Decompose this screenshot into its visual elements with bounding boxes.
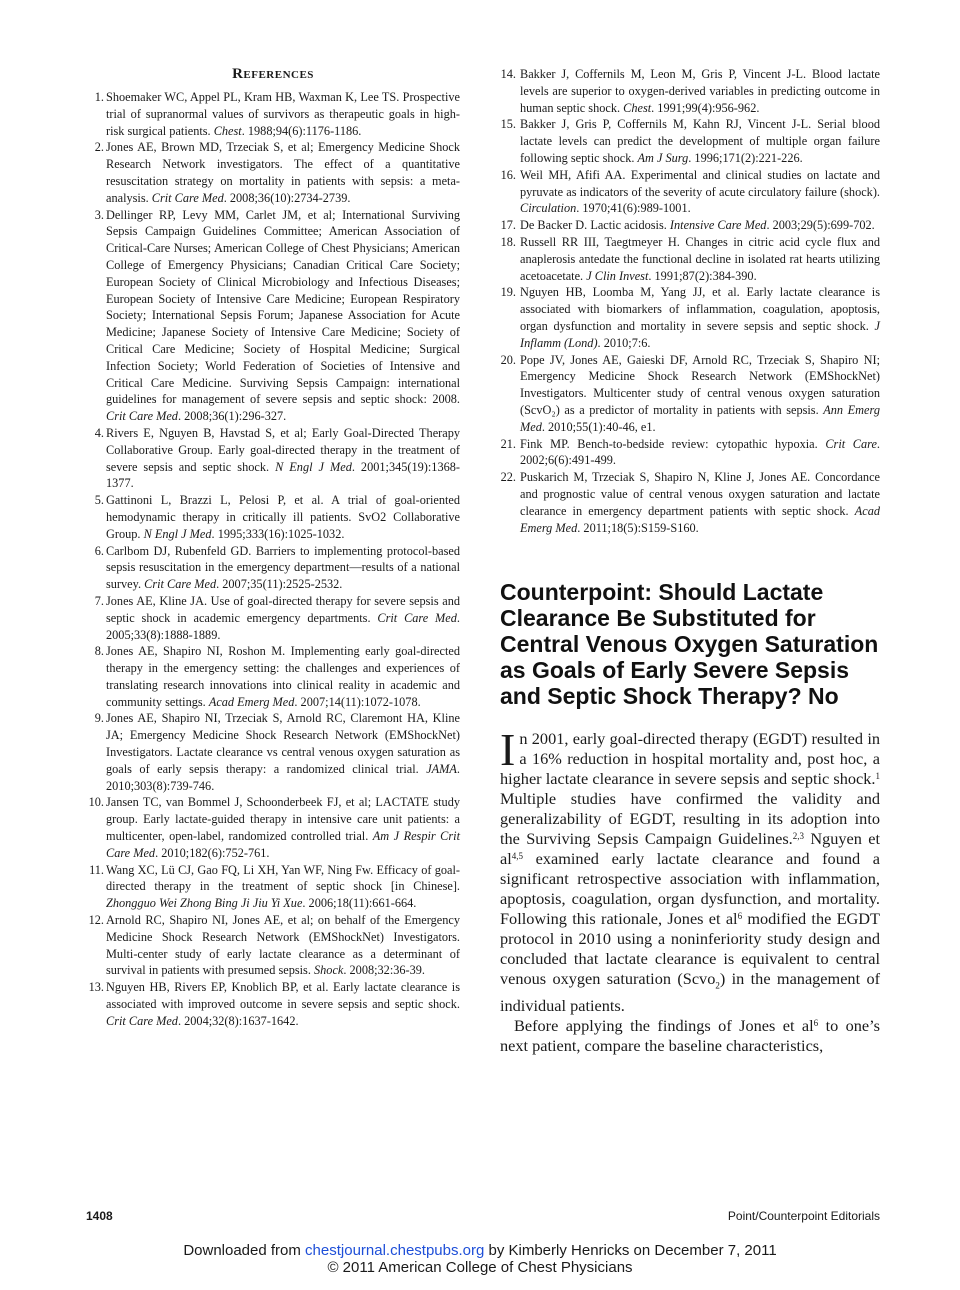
reference-item: [500, 234, 880, 284]
reference-citation: . 2004;32(8):1637-1642.: [177, 1013, 299, 1028]
reference-citation: . 2010;7:6.: [597, 335, 651, 350]
citation[interactable]: 4,5: [511, 851, 523, 862]
reference-item: [86, 794, 460, 861]
article-paragraph-2: Before applying the findings of Jones et $al^6$ to one’s next patient, compare the baseline characteristics,: [500, 1015, 881, 1055]
reference-journal: Chest: [213, 123, 242, 138]
reference-number: 20 .: [496, 352, 516, 369]
reference-citation: . 2008;32:36-39.: [343, 963, 426, 978]
reference-list: [86, 89, 460, 1030]
citation[interactable]: 2,3: [792, 831, 804, 842]
reference-text: Nguyen HB, Rivers EP, Knoblich BP, et al. Early lactate clearance is associated with improved outcome in severe sepsis and septic shock.: [106, 980, 460, 1012]
reference-citation: . 2010;55(1):40-46, e1.: [541, 419, 656, 434]
reference-text: Russell RR III, Taegtmeyer H. Changes in citric acid cycle flux and anaplerosis antedate the functional decline in isolated rat hearts utilizing acetoacetate.: [520, 234, 880, 283]
reference-number: 18 .: [496, 234, 516, 251]
reference-journal: JAMA: [426, 761, 457, 776]
reference-journal: Acad Emerg Med: [520, 503, 880, 535]
reference-journal: Chest: [623, 100, 652, 115]
reference-journal: Crit Care Med: [377, 610, 457, 625]
reference-citation: . 2007;14(11):1072-1078.: [294, 694, 421, 709]
reference-text: Jones AE, Brown MD, Trzeciak S, et al; Emergency Medicine Shock Research Network investigators. The effect of a quantitative resuscitation strategy on mortality in patients with sepsis: a meta-analysis.: [106, 140, 460, 205]
reference-citation: . 2001;345(19):1368-1377.: [106, 459, 460, 491]
reference-number: 9 .: [84, 710, 104, 727]
reference-journal: Crit Care Med: [106, 1013, 178, 1028]
reference-item: [86, 643, 460, 710]
reference-journal: Acad Emerg Med: [208, 694, 295, 709]
reference-item: [86, 710, 460, 794]
reference-item: [500, 116, 880, 166]
reference-number: 15 .: [496, 116, 516, 133]
reference-text: Jansen TC, van Bommel J, Schoonderbeek FJ, et al; LACTATE study group. Early lactate-guided therapy in intensive care unit patients: a multicenter, open-label, randomized controlled trial.: [106, 795, 460, 844]
reference-text: Jones AE, Kline JA. Use of goal-directed therapy for severe sepsis and septic shock in academic emergency departments.: [106, 593, 460, 625]
reference-number: 10 .: [84, 794, 104, 811]
reference-text: Puskarich M, Trzeciak S, Shapiro N, Kline J, Jones AE. Concordance and prognostic value of central venous oxygen saturation and lactate clearance in emergency department patients with septic shock.: [520, 470, 880, 518]
reference-item: [86, 89, 460, 139]
reference-item: [500, 352, 880, 436]
reference-number: 17 .: [496, 217, 516, 234]
reference-citation: . 2010;182(6):752-761.: [155, 845, 270, 860]
reference-item: [500, 469, 880, 536]
reference-journal: Crit Care Med: [144, 577, 217, 592]
reference-text: Rivers E, Nguyen B, Havstad S, et al; Early Goal-Directed Therapy Collaborative Group. Early goal-directed therapy in the treatment of severe sepsis and septic shock.: [106, 425, 460, 474]
reference-text: Wang XC, Lü CJ, Gao FQ, Li XH, Yan WF, Ning Fw. Efficacy of goal-directed therapy in the treatment of septic shock [in Chinese].: [106, 862, 460, 894]
reference-number: 7 .: [84, 593, 104, 610]
journal-link[interactable]: chestjournal.chestpubs.org: [305, 1242, 485, 1259]
reference-journal: N Engl J Med: [143, 526, 212, 541]
reference-citation: . 2008;36(1):296-327.: [177, 409, 287, 424]
reference-number: 1 .: [84, 89, 104, 106]
reference-text: Carlbom DJ, Rubenfeld GD. Barriers to implementing protocol-based sepsis resuscitation in the emergency department—results of a national survey.: [106, 543, 460, 592]
reference-number: 6 .: [84, 543, 104, 560]
download-line: Downloaded from chestjournal.chestpubs.org by Kimberly Henricks on December 7, 2011: [183, 1242, 777, 1259]
right-column: [500, 66, 880, 1056]
reference-journal: Intensive Care Med: [669, 218, 767, 233]
reference-citation: . 1991;99(4):956-962.: [651, 100, 760, 115]
reference-item: [500, 217, 880, 234]
reference-number: 2 .: [84, 139, 104, 156]
reference-item: [500, 284, 880, 351]
reference-number: 16 .: [496, 167, 516, 184]
reference-text: De Backer D. Lactic acidosis.: [520, 218, 670, 233]
article-paragraph-1: In 2001, early goal-directed therapy (EGDT) resulted in a 16% reduction in hospital mortality and, post hoc, a higher lactate clearance in severe sepsis and septic shock.$^1$ Multiple studies have confirmed the validity and generalizability of EGDT, resulting in its adoption into the Surviving Sepsis Campaign Guidelines.$^{2,3}$ Nguyen et al$^{4,5}$ examined early lactate clearance and found a significant retrospective association with inflammation, apoptosis, coagulation, organ dysfunction, and mortality. Following this rationale, Jones et $al^6$ modified the EGDT protocol in 2010 using a noninferiority study design and concluded that lactate clearance is equivalent to central venous oxygen saturation (Scvo$_2$) in the management of individual patients.: [500, 724, 881, 1015]
reference-journal: J Inflamm (Lond): [520, 318, 880, 350]
reference-item: [86, 139, 460, 206]
reference-number: 8 .: [84, 643, 104, 660]
reference-citation: . 2005;33(8):1888-1889.: [106, 610, 460, 642]
citation[interactable]: 6: [813, 1017, 819, 1028]
reference-citation: . 2010;303(8):739-746.: [106, 761, 460, 793]
reference-text: Shoemaker WC, Appel PL, Kram HB, Waxman K, Lee TS. Prospective trial of supranormal values of survivors as therapeutic goals in high-risk surgical patients.: [106, 90, 460, 138]
reference-item: [86, 207, 460, 425]
reference-text: Weil MH, Afifi AA. Experimental and clinical studies on lactate and pyruvate as indicators of the severity of acute circulatory failure (shock).: [520, 167, 880, 199]
reference-item: [86, 979, 460, 1029]
reference-journal: Circulation: [520, 201, 577, 216]
reference-item: [86, 492, 460, 542]
reference-number: 12 .: [84, 912, 104, 929]
reference-citation: . 1991;87(2):384-390.: [648, 268, 757, 283]
reference-citation: . 2002;6(6):491-499.: [520, 436, 880, 468]
reference-text: Gattinoni L, Brazzi L, Pelosi P, et al. A trial of goal-oriented hemodynamic therapy in critically ill patients. SvO2 Collaborative Group.: [106, 493, 460, 541]
download-notice: [0, 1242, 960, 1276]
reference-journal: Crit Care: [825, 436, 877, 451]
reference-item: [500, 436, 880, 470]
reference-item: [86, 425, 460, 492]
citation[interactable]: 6: [737, 911, 743, 922]
reference-text: Nguyen HB, Loomba M, Yang JJ, et al. Early lactate clearance is associated with biomarkers of inflammation, coagulation, apoptosis, organ dysfunction and mortality in severe sepsis and septic shock.: [520, 285, 880, 333]
reference-journal: Ann Emerg Med: [520, 402, 880, 434]
reference-citation: . 1996;171(2):221-226.: [688, 150, 803, 165]
reference-number: 5 .: [84, 492, 104, 509]
counterpoint-article: [500, 580, 880, 1055]
reference-number: 4 .: [84, 425, 104, 442]
drop-cap: I: [500, 724, 516, 776]
reference-number: 13 .: [84, 979, 104, 996]
reference-item: [86, 912, 460, 979]
reference-citation: . 2007;35(11):2525-2532.: [216, 577, 343, 592]
reference-number: 14 .: [496, 66, 516, 83]
reference-number: 19 .: [496, 284, 516, 301]
reference-number: 3 .: [84, 207, 104, 224]
reference-journal: Crit Care Med: [151, 190, 224, 205]
reference-item: [86, 543, 460, 593]
reference-text: Jones AE, Shapiro NI, Roshon M. Implementing early goal-directed therapy in the emergency setting: the challenges and experiences of translating research innovations into clinical reality in academic and community settings.: [106, 644, 460, 709]
citation[interactable]: 1: [875, 771, 880, 782]
reference-item: [500, 66, 880, 116]
reference-item: [500, 167, 880, 217]
reference-citation: . 1995;333(16):1025-1032.: [211, 526, 345, 541]
references-left-column: [86, 66, 460, 1030]
reference-number: 21 .: [496, 436, 516, 453]
reference-citation: . 2003;29(5):699-702.: [766, 218, 875, 233]
reference-journal: Am J Respir Crit Care Med: [106, 829, 460, 860]
reference-text: Fink MP. Bench-to-bedside review: cytopathic hypoxia.: [520, 436, 826, 451]
reference-journal: J Clin Invest: [586, 268, 649, 283]
section-label: Point/Counterpoint Editorials: [727, 1209, 880, 1223]
reference-item: [86, 862, 460, 912]
copyright-line: © 2011 American College of Chest Physicians: [327, 1259, 633, 1276]
reference-journal: N Engl J Med: [275, 459, 352, 474]
reference-text: Pope JV, Jones AE, Gaieski DF, Arnold RC, Trzeciak S, Shapiro NI; Emergency Medicine Shock Research Network (EMShockNet) Investigators. Multicenter study of central venous oxygen saturation (ScvO₂) as a predictor of mortality in patients with sepsis.: [520, 352, 880, 417]
reference-text: Bakker J, Coffernils M, Leon M, Gris P, Vincent J-L. Blood lactate levels are superior to oxygen-derived variables in predicting outcome in human septic shock.: [520, 67, 880, 115]
reference-citation: . 2008;36(10):2734-2739.: [223, 190, 351, 205]
reference-citation: . 2006;18(11):661-664.: [302, 896, 417, 911]
reference-number: 22 .: [496, 469, 516, 486]
reference-number: 11 .: [84, 862, 104, 879]
reference-journal: Am J Surg: [637, 150, 689, 165]
reference-item: [86, 593, 460, 643]
page-number: 1408: [86, 1209, 113, 1223]
reference-citation: . 2011;18(5):S159-S160.: [577, 520, 699, 535]
reference-journal: Shock: [314, 963, 344, 978]
reference-text: Arnold RC, Shapiro NI, Jones AE, et al; on behalf of the Emergency Medicine Shock Research Network (EMShockNet) Investigators. Multi-center study of early lactate clearance as a determinant of survival in patients with presumed sepsis.: [106, 913, 460, 978]
reference-text: Dellinger RP, Levy MM, Carlet JM, et al; International Surviving Sepsis Campaign Guidelines Committee; American Association of Critical-Care Nurses; American College of Chest Physicians; American College of Emergency Physicians; Canadian Critical Care Society; European Society of Clinical Microbiology and Infectious Diseases; European Society of Intensive Care Medicine; European Respiratory Society; International Sepsis Forum; Japanese Association for Acute Medicine; Japanese Society of Intensive Care Medicine; Society of Critical Care Medicine; Society of Hospital Medicine; Surgical Infection Society; World Federation of Societies of Intensive and Critical Care Medicine. Surviving Sepsis Campaign: international guidelines for management of severe sepsis and septic shock: 2008.: [106, 207, 460, 407]
reference-citation: . 1970;41(6):989-1001.: [576, 201, 691, 216]
reference-list-continued: [500, 66, 880, 536]
reference-journal: Zhongguo Wei Zhong Bing Ji Jiu Yi Xue: [106, 896, 303, 911]
reference-text: Bakker J, Gris P, Coffernils M, Kahn RJ, Vincent J-L. Serial blood lactate levels can predict the development of multiple organ failure following septic shock.: [520, 117, 880, 165]
reference-text: Jones AE, Shapiro NI, Trzeciak S, Arnold RC, Claremont HA, Kline JA; Emergency Medicine Shock Research Network (EMShockNet) Investigators. Lactate clearance vs central venous oxygen saturation as goals of early sepsis therapy: a randomized clinical trial.: [106, 711, 460, 776]
references-heading: References: [232, 66, 314, 82]
article-title: Counterpoint: Should Lactate Clearance Be Substituted for Central Venous Oxygen Saturation as Goals of Early Severe Sepsis and Septic Shock Therapy? No: [500, 579, 879, 709]
reference-citation: . 1988;94(6):1176-1186.: [241, 123, 362, 138]
reference-journal: Crit Care Med: [106, 409, 178, 424]
